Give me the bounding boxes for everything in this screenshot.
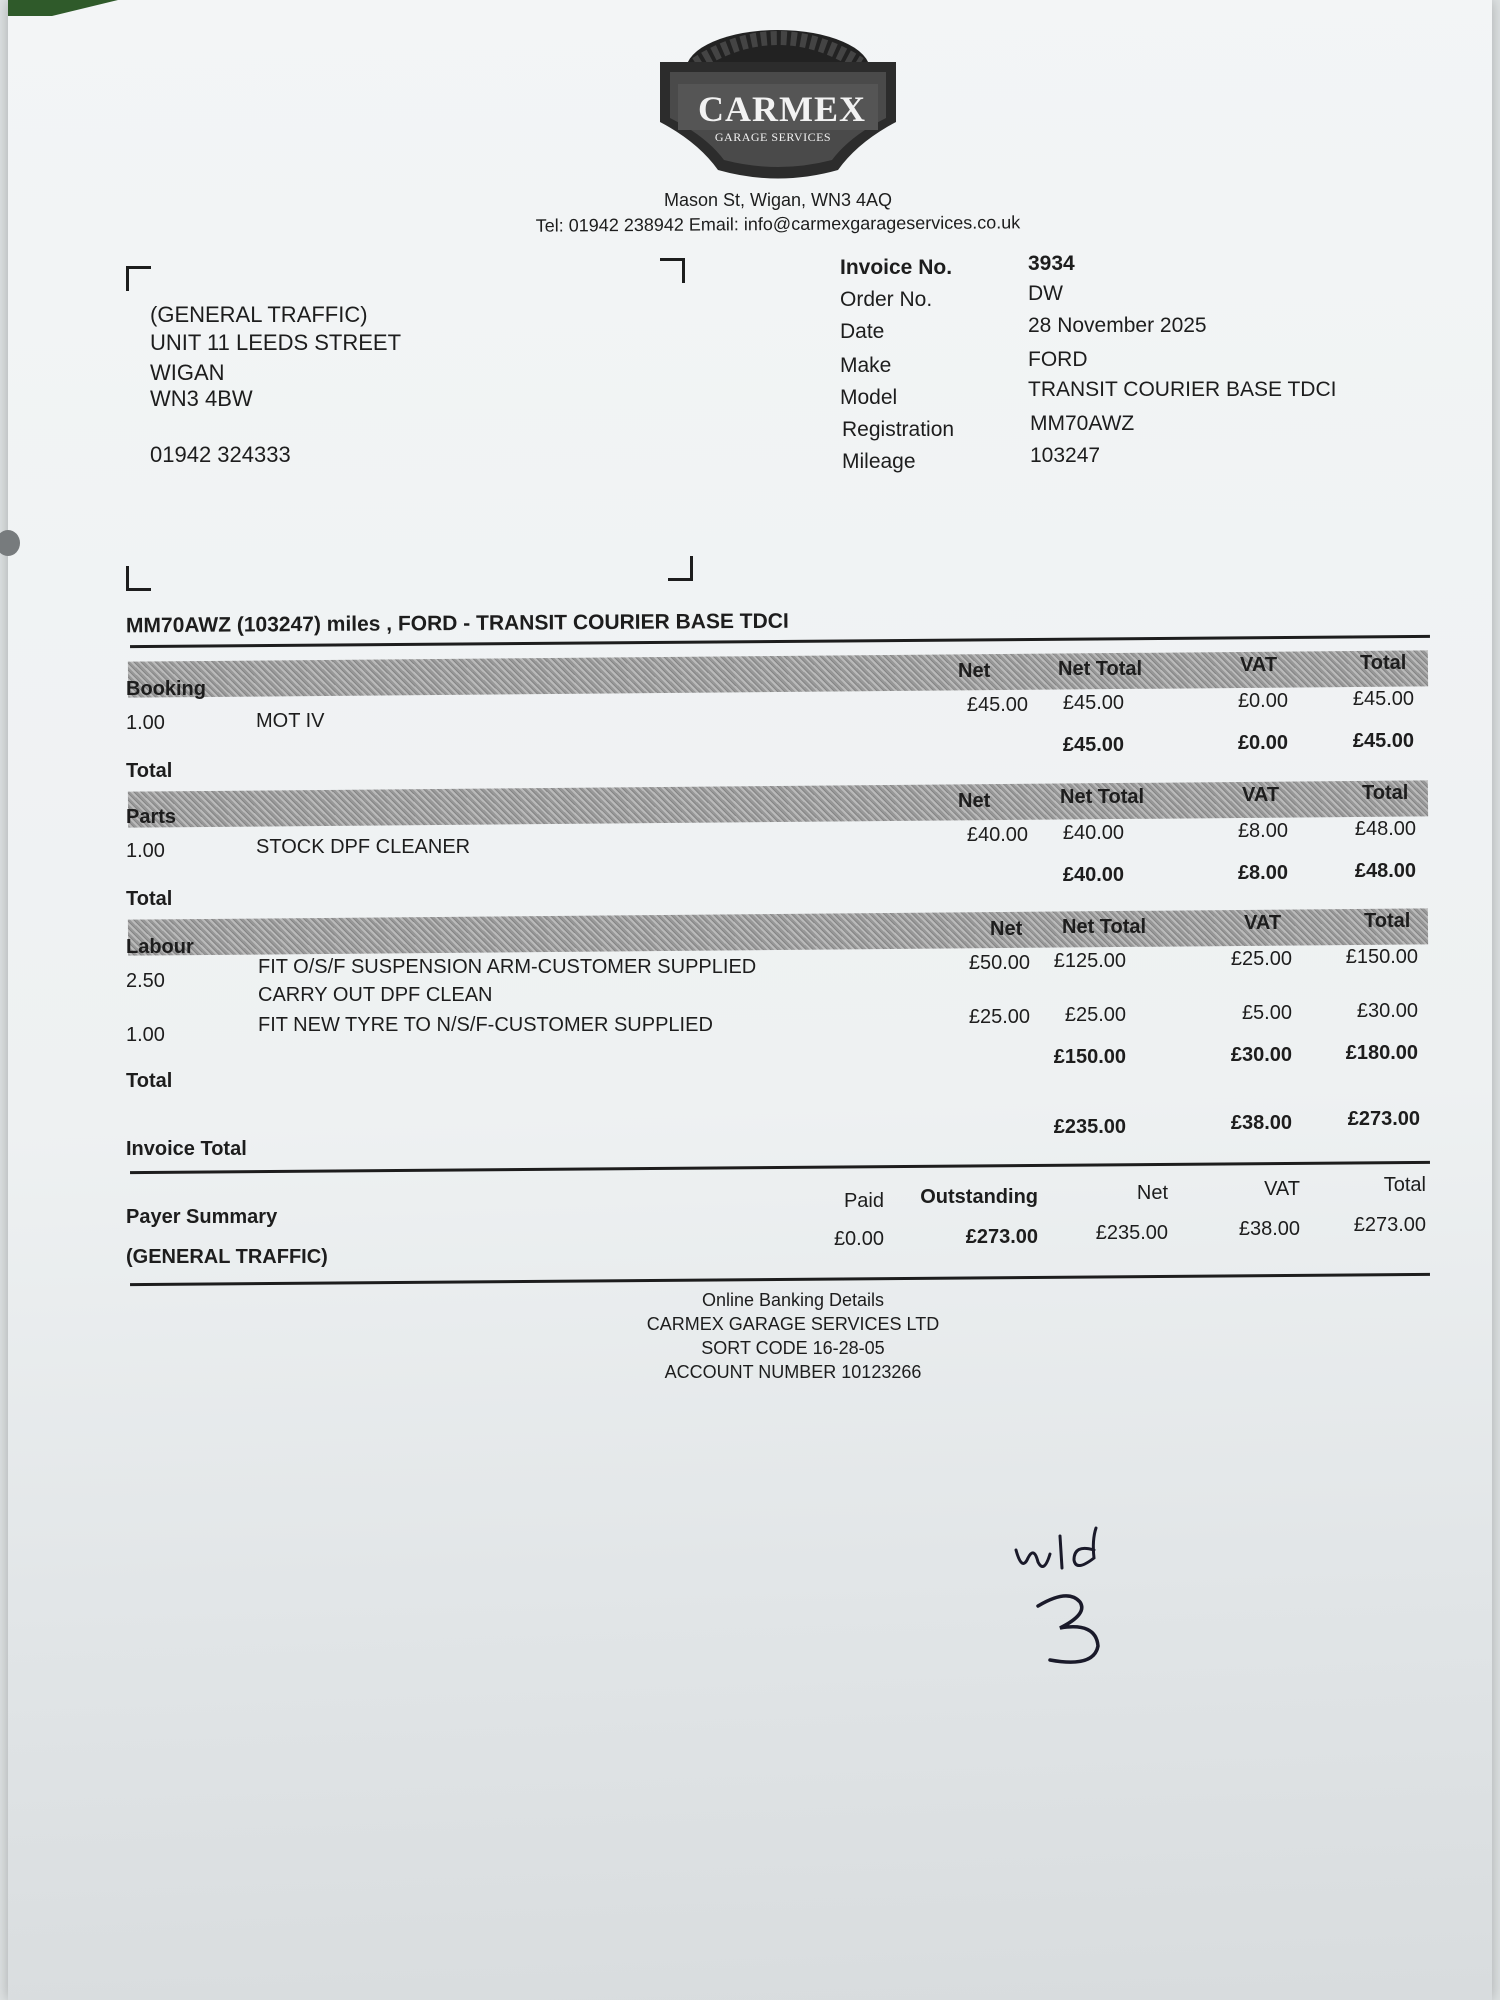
row-net: £50.00 <box>968 952 1030 974</box>
banking-account: ACCOUNT NUMBER 10123266 <box>664 1362 922 1382</box>
banking-sort-code: SORT CODE 16-28-05 <box>701 1338 885 1358</box>
window-corner <box>126 266 151 291</box>
row-net: £25.00 <box>968 1006 1030 1028</box>
total-label: Total <box>126 888 173 910</box>
total-label: Total <box>126 1070 173 1092</box>
col-header-vat: VAT <box>1240 654 1278 676</box>
row-vat: £8.00 <box>1237 820 1288 842</box>
model-label: Model <box>840 386 898 409</box>
row-qty: 1.00 <box>126 712 165 734</box>
total-vat: £0.00 <box>1237 732 1288 754</box>
row-net-total: £40.00 <box>1062 822 1124 844</box>
date-value: 28 November 2025 <box>1028 314 1207 337</box>
window-corner <box>668 556 693 581</box>
col-header-vat: VAT <box>1244 912 1282 934</box>
payer-net: £235.00 <box>1095 1222 1168 1244</box>
row-vat: £5.00 <box>1241 1002 1292 1024</box>
row-total: £48.00 <box>1354 818 1416 840</box>
total-net-total: £150.00 <box>1053 1046 1126 1068</box>
payer-header-paid: Paid <box>843 1190 884 1212</box>
handwritten-note <box>1008 1510 1148 1670</box>
payer-total: £273.00 <box>1353 1214 1426 1236</box>
payer-header-total: Total <box>1383 1174 1426 1196</box>
row-total: £150.00 <box>1345 946 1418 968</box>
payer-header-net: Net <box>1136 1182 1168 1204</box>
col-header-net-total: Net Total <box>1062 916 1147 938</box>
invoice-total-vat: £38.00 <box>1230 1112 1292 1134</box>
row-qty: 1.00 <box>126 840 165 862</box>
make-label: Make <box>840 354 892 377</box>
row-desc-line2: CARRY OUT DPF CLEAN <box>258 984 493 1006</box>
banking-title: Online Banking Details <box>701 1290 885 1310</box>
registration-label: Registration <box>842 418 955 441</box>
row-total: £45.00 <box>1352 688 1414 710</box>
model-value: TRANSIT COURIER BASE TDCI <box>1028 378 1337 401</box>
section-title-labour: Labour <box>126 936 194 958</box>
total-total: £180.00 <box>1345 1042 1418 1064</box>
banking-company: CARMEX GARAGE SERVICES LTD <box>646 1314 940 1334</box>
col-header-net: Net <box>958 660 991 682</box>
section-title-booking: Booking <box>126 678 206 700</box>
row-total: £30.00 <box>1356 1000 1418 1022</box>
window-corner <box>126 566 151 591</box>
payer-header-outstanding: Outstanding <box>920 1186 1038 1208</box>
row-desc: MOT IV <box>256 710 325 732</box>
col-header-net: Net <box>958 790 991 812</box>
logo-name: CARMEX <box>698 89 866 129</box>
mileage-label: Mileage <box>842 450 916 473</box>
col-header-total: Total <box>1362 782 1409 804</box>
logo-subtitle: GARAGE SERVICES <box>714 130 832 144</box>
background-corner <box>8 0 118 16</box>
total-vat: £8.00 <box>1237 862 1288 884</box>
total-net-total: £45.00 <box>1062 734 1124 756</box>
invoice-total-total: £273.00 <box>1347 1108 1420 1130</box>
total-net-total: £40.00 <box>1062 864 1124 886</box>
invoice-no-label: Invoice No. <box>840 256 953 279</box>
make-value: FORD <box>1028 348 1088 371</box>
invoice-no-value: 3934 <box>1028 252 1075 275</box>
divider <box>130 1273 1430 1286</box>
row-qty: 1.00 <box>126 1024 165 1046</box>
total-total: £48.00 <box>1354 860 1416 882</box>
payer-name: (GENERAL TRAFFIC) <box>126 1246 328 1268</box>
customer-postcode: WN3 4BW <box>150 386 253 411</box>
order-no-label: Order No. <box>840 288 933 311</box>
row-net: £40.00 <box>966 824 1028 846</box>
row-net-total: £125.00 <box>1053 950 1126 972</box>
date-label: Date <box>840 320 885 343</box>
divider <box>130 1161 1430 1174</box>
vehicle-summary: MM70AWZ (103247) miles , FORD - TRANSIT COURIER BASE TDCI <box>125 609 789 638</box>
payer-outstanding: £273.00 <box>965 1226 1038 1248</box>
customer-street: UNIT 11 LEEDS STREET <box>150 330 402 355</box>
row-net: £45.00 <box>966 694 1028 716</box>
row-qty: 2.50 <box>126 970 165 992</box>
customer-name: (GENERAL TRAFFIC) <box>150 302 368 327</box>
col-header-total: Total <box>1360 652 1407 674</box>
window-corner <box>660 258 685 283</box>
customer-town: WIGAN <box>150 360 225 385</box>
col-header-net-total: Net Total <box>1058 658 1143 680</box>
invoice-total-net: £235.00 <box>1053 1116 1126 1138</box>
total-label: Total <box>126 760 173 782</box>
payer-summary-title: Payer Summary <box>126 1206 278 1228</box>
registration-value: MM70AWZ <box>1030 412 1135 435</box>
payer-header-vat: VAT <box>1264 1178 1300 1200</box>
col-header-total: Total <box>1364 910 1411 932</box>
col-header-net: Net <box>990 918 1023 940</box>
order-no-value: DW <box>1028 282 1063 305</box>
row-desc: STOCK DPF CLEANER <box>256 836 471 858</box>
customer-phone: 01942 324333 <box>150 442 291 467</box>
payer-vat: £38.00 <box>1238 1218 1300 1240</box>
payer-paid: £0.00 <box>833 1228 884 1250</box>
mileage-value: 103247 <box>1030 444 1101 467</box>
row-net-total: £25.00 <box>1064 1004 1126 1026</box>
invoice-total-label: Invoice Total <box>126 1138 247 1160</box>
section-title-parts: Parts <box>126 806 177 828</box>
col-header-net-total: Net Total <box>1060 786 1145 808</box>
row-desc: FIT O/S/F SUSPENSION ARM-CUSTOMER SUPPLIED <box>258 956 757 978</box>
col-header-vat: VAT <box>1242 784 1280 806</box>
row-vat: £25.00 <box>1230 948 1292 970</box>
row-vat: £0.00 <box>1237 690 1288 712</box>
total-vat: £30.00 <box>1230 1044 1292 1066</box>
punch-hole <box>0 530 20 556</box>
row-desc: FIT NEW TYRE TO N/S/F-CUSTOMER SUPPLIED <box>258 1014 713 1036</box>
company-contact: Tel: 01942 238942 Email: info@carmexgarageservices.co.uk <box>535 212 1021 236</box>
invoice-paper <box>8 0 1492 2000</box>
total-total: £45.00 <box>1352 730 1414 752</box>
row-net-total: £45.00 <box>1062 692 1124 714</box>
company-address: Mason St, Wigan, WN3 4AQ <box>663 190 893 210</box>
